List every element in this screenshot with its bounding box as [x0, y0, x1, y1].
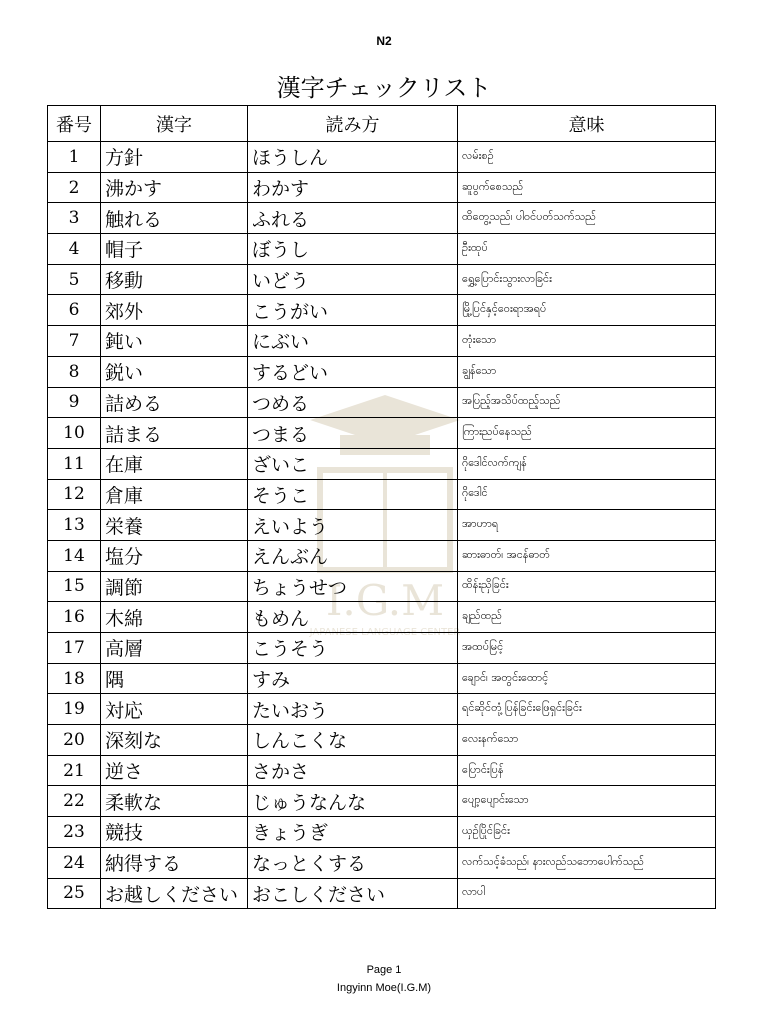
table-row [48, 694, 716, 725]
cell-number: 24 [48, 847, 101, 878]
cell-kanji: 方針 [101, 142, 248, 173]
header-kanji: 漢字 [101, 106, 248, 142]
cell-number: 15 [48, 571, 101, 602]
cell-meaning: ဂိုဒေါင်လက်ကျန် [458, 448, 716, 479]
cell-number: 19 [48, 694, 101, 725]
cell-meaning: ပြောင်းပြန် [458, 755, 716, 786]
page-title: 漢字チェックリスト [276, 74, 492, 102]
watermark-text: I.G.M [325, 576, 445, 625]
author-credit: Ingyinn Moe(I.G.M) [336, 982, 432, 994]
cell-meaning: လက်သင့်ခံသည်၊ နားလည်သဘောပေါက်သည် [458, 847, 716, 878]
cell-number: 10 [48, 418, 101, 449]
cell-number: 8 [48, 356, 101, 387]
cell-kanji: 高層 [101, 633, 248, 664]
cell-number: 16 [48, 602, 101, 633]
table-row [48, 295, 716, 326]
table-row [48, 755, 716, 786]
kanji-table [47, 105, 716, 909]
watermark-subtext: JAPANESE LANGUAGE CENTER [309, 627, 461, 638]
cell-number: 2 [48, 172, 101, 203]
cell-number: 5 [48, 264, 101, 295]
cell-meaning: မြို့ပြင်နှင့်ဝေးရာအရပ် [458, 295, 716, 326]
cell-meaning: ချောင်၊ အတွင်းထောင့် [458, 663, 716, 694]
table-row [48, 387, 716, 418]
cell-kanji: 詰まる [101, 418, 248, 449]
cell-reading: えいよう [248, 510, 458, 541]
cell-kanji: 移動 [101, 264, 248, 295]
cell-meaning: ထိန်းညှိခြင်း [458, 571, 716, 602]
cell-number: 1 [48, 142, 101, 173]
page-number: Page 1 [366, 964, 402, 976]
cell-number: 13 [48, 510, 101, 541]
cell-reading: ざいこ [248, 448, 458, 479]
cell-meaning: အာဟာရ [458, 510, 716, 541]
cell-number: 18 [48, 663, 101, 694]
cell-reading: ちょうせつ [248, 571, 458, 602]
cell-number: 6 [48, 295, 101, 326]
cell-meaning: ဂိုဒေါင် [458, 479, 716, 510]
cell-number: 22 [48, 786, 101, 817]
cell-meaning: တုံးသော [458, 326, 716, 357]
cell-reading: ふれる [248, 203, 458, 234]
cell-number: 14 [48, 540, 101, 571]
cell-meaning: ရင်ဆိုင်တုံ့ပြန်ခြင်းဖြေရှင်းခြင်း [458, 694, 716, 725]
cell-number: 21 [48, 755, 101, 786]
table-row [48, 356, 716, 387]
cell-kanji: 対応 [101, 694, 248, 725]
cell-kanji: 逆さ [101, 755, 248, 786]
cell-reading: ほうしん [248, 142, 458, 173]
jlpt-level: N2 [376, 34, 392, 48]
cell-reading: にぶい [248, 326, 458, 357]
cell-reading: なっとくする [248, 847, 458, 878]
cell-reading: おこしください [248, 878, 458, 909]
cell-kanji: 調節 [101, 571, 248, 602]
cell-reading: しんこくな [248, 725, 458, 756]
cell-meaning: ယှဉ်ပြိုင်ခြင်း [458, 817, 716, 848]
table-row [48, 878, 716, 909]
cell-meaning: ဆူပွက်စေသည် [458, 172, 716, 203]
table-row [48, 479, 716, 510]
table-row [48, 540, 716, 571]
cell-meaning: အပြည့်အသိပ်ထည့်သည် [458, 387, 716, 418]
cell-reading: こうそう [248, 633, 458, 664]
cell-number: 4 [48, 234, 101, 265]
cell-meaning: ထိတွေ့သည်၊ ပါဝင်ပတ်သက်သည် [458, 203, 716, 234]
table-row [48, 203, 716, 234]
table-row [48, 633, 716, 664]
table-row [48, 571, 716, 602]
cell-kanji: 郊外 [101, 295, 248, 326]
cell-meaning: လေးနက်သော [458, 725, 716, 756]
cell-number: 25 [48, 878, 101, 909]
cell-kanji: 倉庫 [101, 479, 248, 510]
table-row [48, 448, 716, 479]
cell-kanji: 木綿 [101, 602, 248, 633]
header-reading: 読み方 [248, 106, 458, 142]
cell-kanji: 詰める [101, 387, 248, 418]
cell-reading: えんぶん [248, 540, 458, 571]
table-row [48, 172, 716, 203]
cell-kanji: 深刻な [101, 725, 248, 756]
cell-meaning: ဦးထုပ် [458, 234, 716, 265]
cell-reading: もめん [248, 602, 458, 633]
cell-kanji: 柔軟な [101, 786, 248, 817]
cell-kanji: 隅 [101, 663, 248, 694]
table-row [48, 264, 716, 295]
cell-reading: いどう [248, 264, 458, 295]
cell-kanji: 競技 [101, 817, 248, 848]
table-row [48, 326, 716, 357]
cell-meaning: ပျော့ပျောင်းသော [458, 786, 716, 817]
table-header-row [48, 106, 716, 142]
cell-meaning: အထပ်မြင့် [458, 633, 716, 664]
cell-kanji: 触れる [101, 203, 248, 234]
table-row [48, 847, 716, 878]
cell-reading: わかす [248, 172, 458, 203]
cell-kanji: お越しください [101, 878, 248, 909]
cell-meaning: ချွန်သော [458, 356, 716, 387]
cell-number: 17 [48, 633, 101, 664]
header-meaning: 意味 [458, 106, 716, 142]
table-row [48, 234, 716, 265]
cell-meaning: လာပါ [458, 878, 716, 909]
cell-reading: さかさ [248, 755, 458, 786]
cell-meaning: ရွှေ့ပြောင်းသွားလာခြင်း [458, 264, 716, 295]
cell-number: 9 [48, 387, 101, 418]
cell-reading: こうがい [248, 295, 458, 326]
table-row [48, 510, 716, 541]
header-number: 番号 [48, 106, 101, 142]
cell-reading: きょうぎ [248, 817, 458, 848]
cell-number: 7 [48, 326, 101, 357]
cell-kanji: 帽子 [101, 234, 248, 265]
cell-reading: そうこ [248, 479, 458, 510]
cell-reading: つめる [248, 387, 458, 418]
cell-kanji: 塩分 [101, 540, 248, 571]
cell-meaning: ကြားညပ်နေသည် [458, 418, 716, 449]
cell-reading: じゅうなんな [248, 786, 458, 817]
cell-kanji: 沸かす [101, 172, 248, 203]
cell-number: 11 [48, 448, 101, 479]
table-row [48, 817, 716, 848]
table-row [48, 786, 716, 817]
table-row [48, 725, 716, 756]
cell-reading: たいおう [248, 694, 458, 725]
cell-number: 12 [48, 479, 101, 510]
table-row [48, 663, 716, 694]
table-row [48, 142, 716, 173]
cell-number: 20 [48, 725, 101, 756]
cell-number: 23 [48, 817, 101, 848]
table-row [48, 602, 716, 633]
cell-kanji: 鋭い [101, 356, 248, 387]
cell-kanji: 栄養 [101, 510, 248, 541]
cell-kanji: 納得する [101, 847, 248, 878]
cell-meaning: ချည်ထည် [458, 602, 716, 633]
cell-number: 3 [48, 203, 101, 234]
cell-reading: すみ [248, 663, 458, 694]
cell-reading: つまる [248, 418, 458, 449]
cell-meaning: လမ်းစဉ် [458, 142, 716, 173]
table-row [48, 418, 716, 449]
cell-kanji: 鈍い [101, 326, 248, 357]
cell-kanji: 在庫 [101, 448, 248, 479]
cell-reading: ぼうし [248, 234, 458, 265]
cell-meaning: ဆားဓာတ်၊ အငန်ဓာတ် [458, 540, 716, 571]
cell-reading: するどい [248, 356, 458, 387]
